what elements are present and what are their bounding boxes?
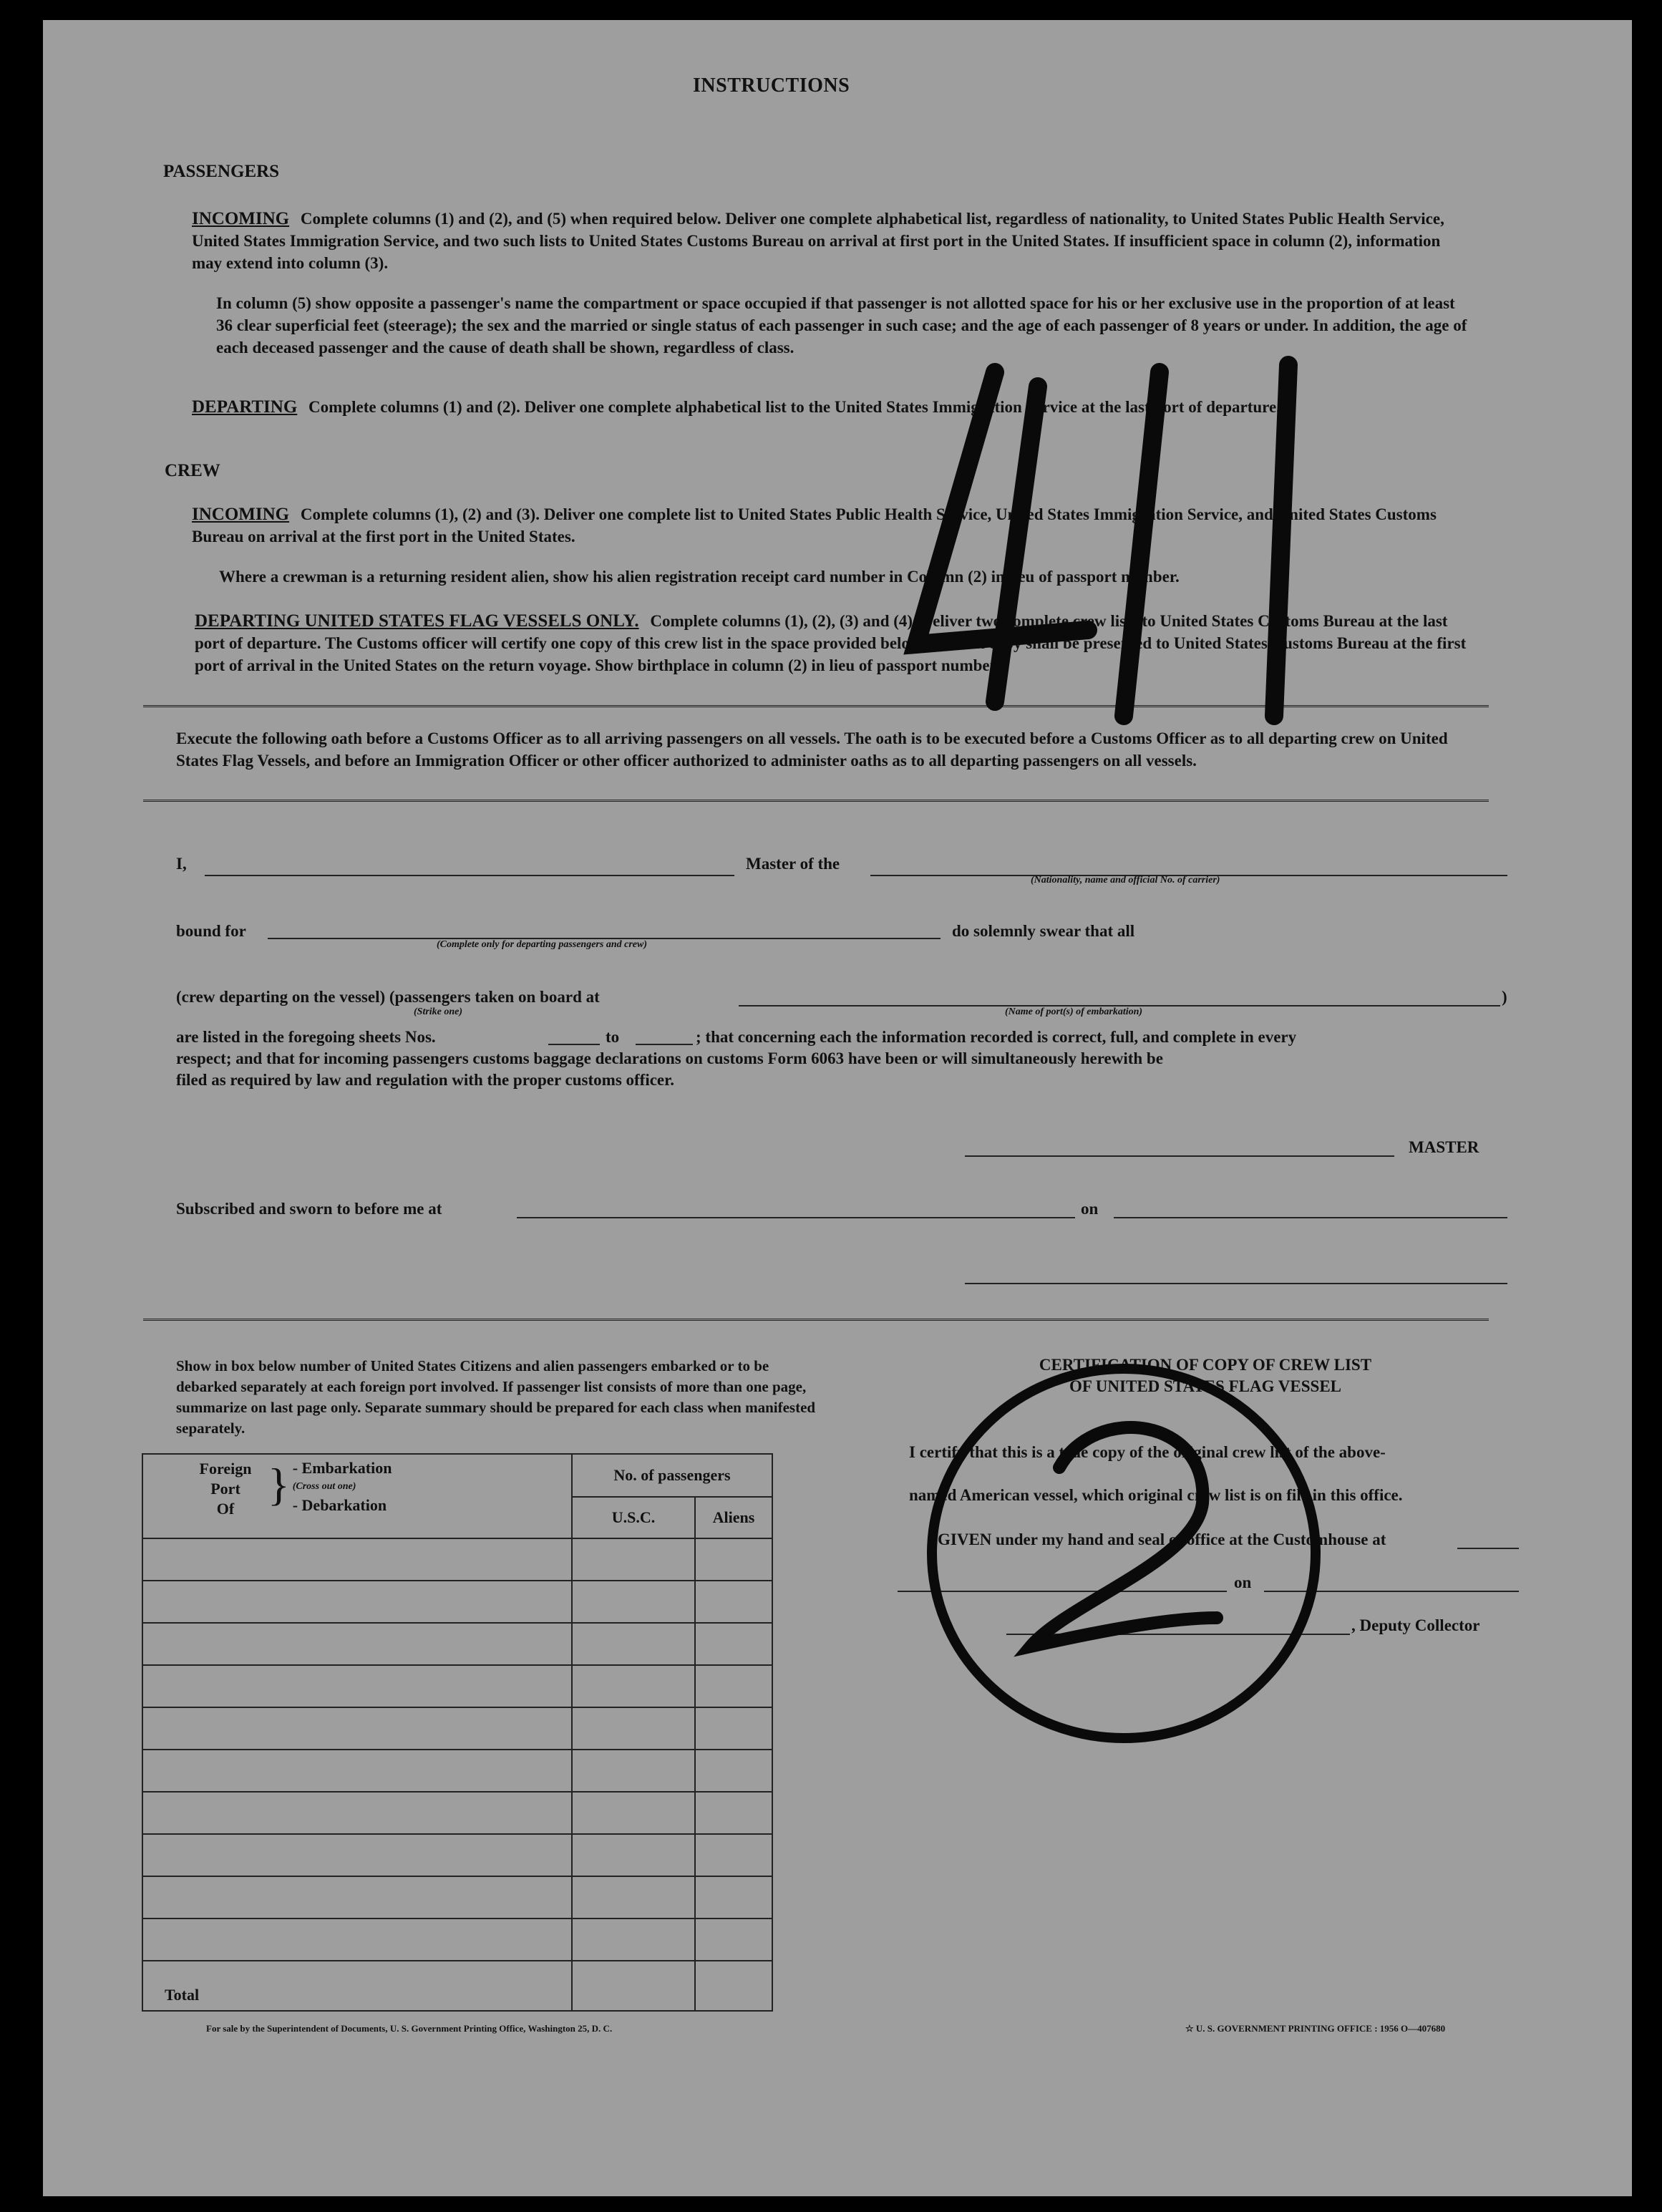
nationality-caption: (Nationality, name and official No. of carrier) (1031, 875, 1220, 886)
passengers-incoming-label: INCOMING (192, 209, 290, 228)
port-cell[interactable] (142, 1581, 572, 1623)
oath-i-label: I, (176, 855, 187, 873)
deputy-collector-label: , Deputy Collector (1351, 1616, 1480, 1634)
sworn-date-field[interactable] (1114, 1217, 1507, 1218)
passenger-summary-table (142, 1453, 773, 2012)
divider (143, 1319, 1489, 1324)
foreign-port-header (142, 1454, 572, 1538)
header-embarkation[interactable]: - Embarkation (292, 1459, 392, 1477)
usc-cell[interactable] (572, 1623, 695, 1665)
usc-cell[interactable] (572, 1750, 695, 1792)
passengers-heading: PASSENGERS (163, 162, 280, 181)
passengers-departing-text: Complete columns (1) and (2). Deliver one complete alphabetical list to the United States Immigration Service at the last port of departure. (308, 398, 1280, 416)
aliens-cell[interactable] (695, 1876, 772, 1918)
aliens-cell[interactable] (695, 1918, 772, 1961)
port-cell[interactable] (142, 1707, 572, 1750)
header-of: Of (216, 1500, 235, 1518)
certification-line-3: GIVEN under my hand and seal of office at the Customhouse at (938, 1531, 1386, 1548)
port-cell[interactable] (142, 1834, 572, 1876)
oath-listed-to: to (606, 1028, 620, 1046)
usc-cell[interactable] (572, 1918, 695, 1961)
aliens-cell[interactable] (695, 1750, 772, 1792)
certification-line-2: named American vessel, which original crew list is on file in this office. (909, 1486, 1403, 1504)
header-port: Port (210, 1480, 240, 1498)
port-cell[interactable] (142, 1918, 572, 1961)
aliens-cell[interactable] (695, 1707, 772, 1750)
page-title: INSTRUCTIONS (693, 74, 850, 97)
usc-cell[interactable] (572, 1665, 695, 1707)
port-cell[interactable] (142, 1876, 572, 1918)
crew-departing-text: Complete columns (1), (2), (3) and (4). Deliver two complete crew lists to United States Customs Bureau at the last port of departure. The Customs officer will certify one copy of this crew list in the space provided below and that copy shall be presented to United States Customs Bureau at the first port of arrival in the United States on the return voyage. Show birthplace in column (2) in lieu of passport number. (195, 612, 1467, 674)
aliens-cell[interactable] (695, 1623, 772, 1665)
crew-incoming-text: Complete columns (1), (2) and (3). Deliver one complete list to United States Public Health Service, United States Immigration Service, and United States Customs Bureau on arrival at the first port in the United States. (192, 505, 1437, 545)
master-name-field[interactable] (205, 875, 734, 876)
crew-departing-label: DEPARTING UNITED STATES FLAG VESSELS ONLY. (195, 611, 639, 631)
divider (143, 800, 1489, 805)
summary-row (142, 1707, 772, 1750)
strike-caption: (Strike one) (414, 1006, 463, 1017)
usc-total-cell[interactable] (572, 1961, 695, 2011)
aliens-total-cell[interactable] (695, 1961, 772, 2011)
certification-title-1: CERTIFICATION OF COPY OF CREW LIST (1039, 1356, 1372, 1374)
passengers-incoming-text: Complete columns (1) and (2), and (5) when required below. Deliver one complete alphabetical list, regardless of nationality, to United States Public Health Service, United States Immigration Service, and two such lists to United States Customs Bureau on arrival at first port in the United States. If insufficient space in column (2), information may extend into column (3). (192, 210, 1444, 272)
aliens-cell[interactable] (695, 1665, 772, 1707)
sworn-place-field[interactable] (517, 1217, 1075, 1218)
certification-line-1: I certify that this is a true copy of the original crew list of the above- (909, 1443, 1386, 1461)
circled-2-icon (909, 1346, 1338, 1761)
summary-row (142, 1538, 772, 1581)
oath-crew-departing: (crew departing on the vessel) (passengers taken on board at (176, 988, 600, 1006)
oath-swear: do solemnly swear that all (952, 922, 1135, 940)
handwritten-411-icon (888, 344, 1331, 730)
summary-row (142, 1876, 772, 1918)
usc-cell[interactable] (572, 1792, 695, 1834)
header-foreign: Foreign (199, 1460, 252, 1478)
port-cell[interactable] (142, 1623, 572, 1665)
usc-cell[interactable] (572, 1538, 695, 1581)
complete-caption: (Complete only for departing passengers and crew) (437, 939, 647, 950)
oath-filed: filed as required by law and regulation with the proper customs officer. (176, 1071, 674, 1089)
aliens-cell[interactable] (695, 1792, 772, 1834)
oath-master-of: Master of the (746, 855, 840, 873)
oath-listed-2: ; that concerning each the information recorded is correct, full, and complete in every (696, 1028, 1297, 1046)
port-cell[interactable] (142, 1792, 572, 1834)
oath-intro: Execute the following oath before a Customs Officer as to all arriving passengers on all vessels. The oath is to be executed before a Customs Officer as to all departing crew on United States Flag Vessels, and before an Immigration Officer or other officer authorized to administer oaths as to all departing passengers on all vessels. (176, 729, 1448, 770)
header-debarkation[interactable]: - Debarkation (292, 1496, 387, 1514)
certification-title-2: OF UNITED STATES FLAG VESSEL (1069, 1377, 1342, 1395)
summary-row (142, 1918, 772, 1961)
oath-respect: respect; and that for incoming passengers customs baggage declarations on customs Form 6063 have been or will simultaneously herewith be (176, 1049, 1163, 1067)
oath-bound-for: bound for (176, 922, 246, 940)
summary-row (142, 1750, 772, 1792)
officer-signature-field[interactable] (965, 1283, 1507, 1284)
passengers-departing-label: DEPARTING (192, 397, 298, 417)
usc-cell[interactable] (572, 1876, 695, 1918)
header-cross-out: (Cross out one) (292, 1481, 356, 1492)
no-passengers-header: No. of passengers (572, 1454, 772, 1497)
summary-total-row (142, 1961, 772, 2011)
close-paren: ) (1502, 988, 1507, 1006)
summary-row (142, 1581, 772, 1623)
crew-incoming-label: INCOMING (192, 505, 290, 524)
master-signature-field[interactable] (965, 1155, 1394, 1157)
port-cell[interactable] (142, 1750, 572, 1792)
summary-row (142, 1623, 772, 1665)
oath-listed-1: are listed in the foregoing sheets Nos. (176, 1028, 436, 1046)
usc-cell[interactable] (572, 1834, 695, 1876)
port-cell[interactable] (142, 1665, 572, 1707)
port-caption: (Name of port(s) of embarkation) (1005, 1006, 1143, 1017)
port-cell[interactable] (142, 1538, 572, 1581)
aliens-cell[interactable] (695, 1538, 772, 1581)
master-label: MASTER (1409, 1138, 1479, 1156)
customhouse-field[interactable] (1457, 1548, 1519, 1549)
sheet-to-field[interactable] (636, 1044, 693, 1045)
aliens-header: Aliens (695, 1497, 772, 1538)
summary-row (142, 1665, 772, 1707)
usc-cell[interactable] (572, 1707, 695, 1750)
passengers-column5-paragraph: In column (5) show opposite a passenger's name the compartment or space occupied if that passenger is not allotted space for his or her exclusive use in the proportion of at least 36 clear superficial feet (steerage); the sex and the married or single status of each passenger in such case; and the age of each passenger of 8 years or under. In addition, the age of each deceased passenger and the cause of death shall be shown, regardless of class. (216, 294, 1467, 356)
sheet-from-field[interactable] (548, 1044, 600, 1045)
footer-right: ☆ U. S. GOVERNMENT PRINTING OFFICE : 1956 O—407680 (1185, 2023, 1446, 2034)
passengers-incoming-paragraph (192, 208, 1473, 274)
total-label: Total (142, 1961, 572, 2011)
usc-cell[interactable] (572, 1581, 695, 1623)
footer-left: For sale by the Superintendent of Documents, U. S. Government Printing Office, Washington 25, D. C. (206, 2023, 613, 2034)
summary-note: Show in box below number of United States Citizens and alien passengers embarked or to be debarked separately at each foreign port involved. If passenger list consists of more than one page, summarize on last page only. Separate summary should be prepared for each class when manifested separately. (176, 1357, 816, 1437)
certification-on-label: on (1234, 1573, 1252, 1591)
summary-row (142, 1834, 772, 1876)
aliens-cell[interactable] (695, 1581, 772, 1623)
crew-heading: CREW (165, 461, 220, 480)
crew-resident-paragraph: Where a crewman is a returning resident alien, show his alien registration receipt card number in Column (2) in lieu of passport number. (219, 568, 1180, 586)
aliens-cell[interactable] (695, 1834, 772, 1876)
usc-header: U.S.C. (572, 1497, 695, 1538)
brace-icon: } (268, 1459, 290, 1510)
oath-on-label: on (1081, 1200, 1099, 1218)
summary-row (142, 1792, 772, 1834)
oath-subscribed: Subscribed and sworn to before me at (176, 1200, 442, 1218)
